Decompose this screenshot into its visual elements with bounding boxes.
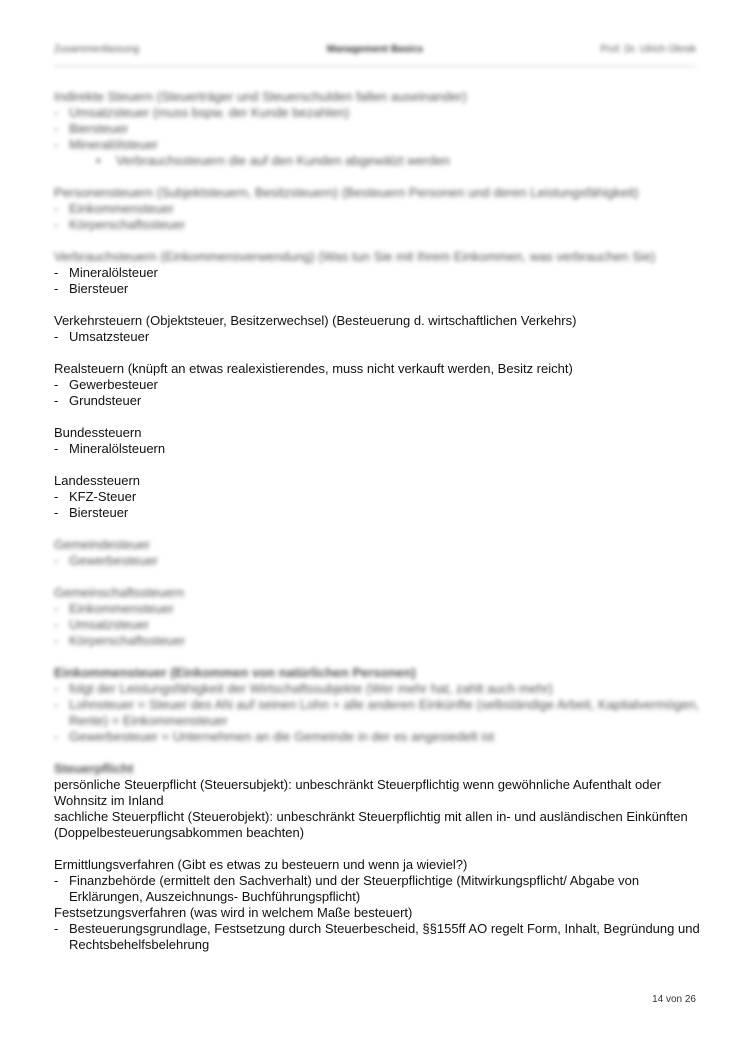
list-item: - Biersteuer [54,121,129,136]
section-einkommen [54,665,704,745]
section-verfahren [54,857,704,953]
list-item: - Einkommensteuer [54,201,174,216]
list-item: - Biersteuer [54,505,129,520]
list-item: - Mineralölsteuer [54,137,158,152]
section-gemeinschaft [54,585,704,649]
paragraph: persönliche Steuerpflicht (Steuersubjekt): unbeschränkt Steuerpflichtig wenn gewöhnliche Aufenthalt oder Wohnsitz im Inland [54,777,662,808]
section-verbrauch [54,249,704,297]
section-title: Verbrauchsteuern (Einkommensverwendung) (Was tun Sie mit Ihrem Einkommen, was verbrauchen Sie) [54,249,656,264]
list-item: - Gewerbesteuer = Unternehmen an die Gemeinde in der es angesiedelt ist [54,729,495,744]
list-item: - Körperschaftssteuer [54,217,186,232]
section-gemeinde [54,537,704,569]
list-item: - Mineralölsteuern [54,441,166,456]
list-item: - Grundsteuer [54,393,142,408]
section-title: Landessteuern [54,473,141,488]
section-verkehr [54,313,704,345]
section-steuerpflicht [54,761,704,841]
header-title: Management Basics [326,44,424,55]
list-item: - Mineralölsteuer [54,265,158,280]
paragraph: sachliche Steuerpflicht (Steuerobjekt): unbeschränkt Steuerpflichtig mit allen in- und ausländischen Einkünften (Doppelbesteuerungsabkommen beachten) [54,809,688,840]
header-divider [54,66,696,67]
list-item: - KFZ-Steuer [54,489,137,504]
list-item: - Körperschaftssteuer [54,633,186,648]
section-title: Gemeinschaftssteuern [54,585,185,600]
section-title: Ermittlungsverfahren (Gibt es etwas zu besteuern und wenn ja wieviel?) [54,857,468,872]
section-indirekte [54,89,704,169]
section-title: Realsteuern (knüpft an etwas realexistierendes, muss nicht verkauft werden, Besitz reicht) [54,361,573,376]
header-author: Prof. Dr. Ulrich Olesik [600,44,696,55]
list-item: - Biersteuer [54,281,129,296]
section-title: Bundessteuern [54,425,142,440]
section-title: Verkehrsteuern (Objektsteuer, Besitzerwechsel) (Besteuerung d. wirtschaftlichen Verkehrs) [54,313,577,328]
section-title: Gemeindesteuer [54,537,151,552]
section-subtitle: Festsetzungsverfahren (was wird in welchem Maße besteuert) [54,905,413,920]
section-title: Steuerpflicht [54,761,134,776]
section-bund [54,425,704,457]
section-title: Einkommensteuer (Einkommen von natürlichen Personen) [54,665,416,680]
list-item: - Lohnsteuer = Steuer des AN auf seinen Lohn + alle anderen Einkünfte (selbständige Arbeit, Kapitalvermögen, Rente) = Einkommensteuer [54,697,700,728]
list-item: - Gewerbesteuer [54,377,158,392]
list-item: - Umsatzsteuer (muss bspw. der Kunde bezahlen) [54,105,350,120]
list-item: - folgt der Leistungsfähigkeit der Wirtschaftssubjekte (Wer mehr hat, zahlt auch mehr) [54,681,553,696]
list-item: - Einkommensteuer [54,601,174,616]
section-title: Personensteuern (Subjektsteuern, Besitzsteuern) (Besteuern Personen und deren Leistungsfähigkeit) [54,185,639,200]
list-item: - Gewerbesteuer [54,553,158,568]
document-body [54,89,704,953]
list-item: - Umsatzsteuer [54,617,150,632]
section-title: Indirekte Steuern (Steuerträger und Steuerschulden fallen auseinander) [54,89,467,104]
header-left: Zusammenfassung [54,44,140,55]
section-real [54,361,704,409]
section-land [54,473,704,521]
section-personen [54,185,704,233]
list-item: - Finanzbehörde (ermittelt den Sachverhalt) und der Steuerpflichtige (Mitwirkungspflicht/ Abgabe von Erklärungen, Auszeichnungs- Buchführungspflicht) [54,873,640,904]
page-number: 14 von 26 [652,994,696,1005]
page-header [54,44,696,58]
sub-list-item: • Verbrauchssteuern die auf den Kunden abgewälzt werden [96,153,450,168]
list-item: - Umsatzsteuer [54,329,150,344]
list-item: - Besteuerungsgrundlage, Festsetzung durch Steuerbescheid, §§155ff AO regelt Form, Inhalt, Begründung und Rechtsbehelfsbelehrung [54,921,700,952]
